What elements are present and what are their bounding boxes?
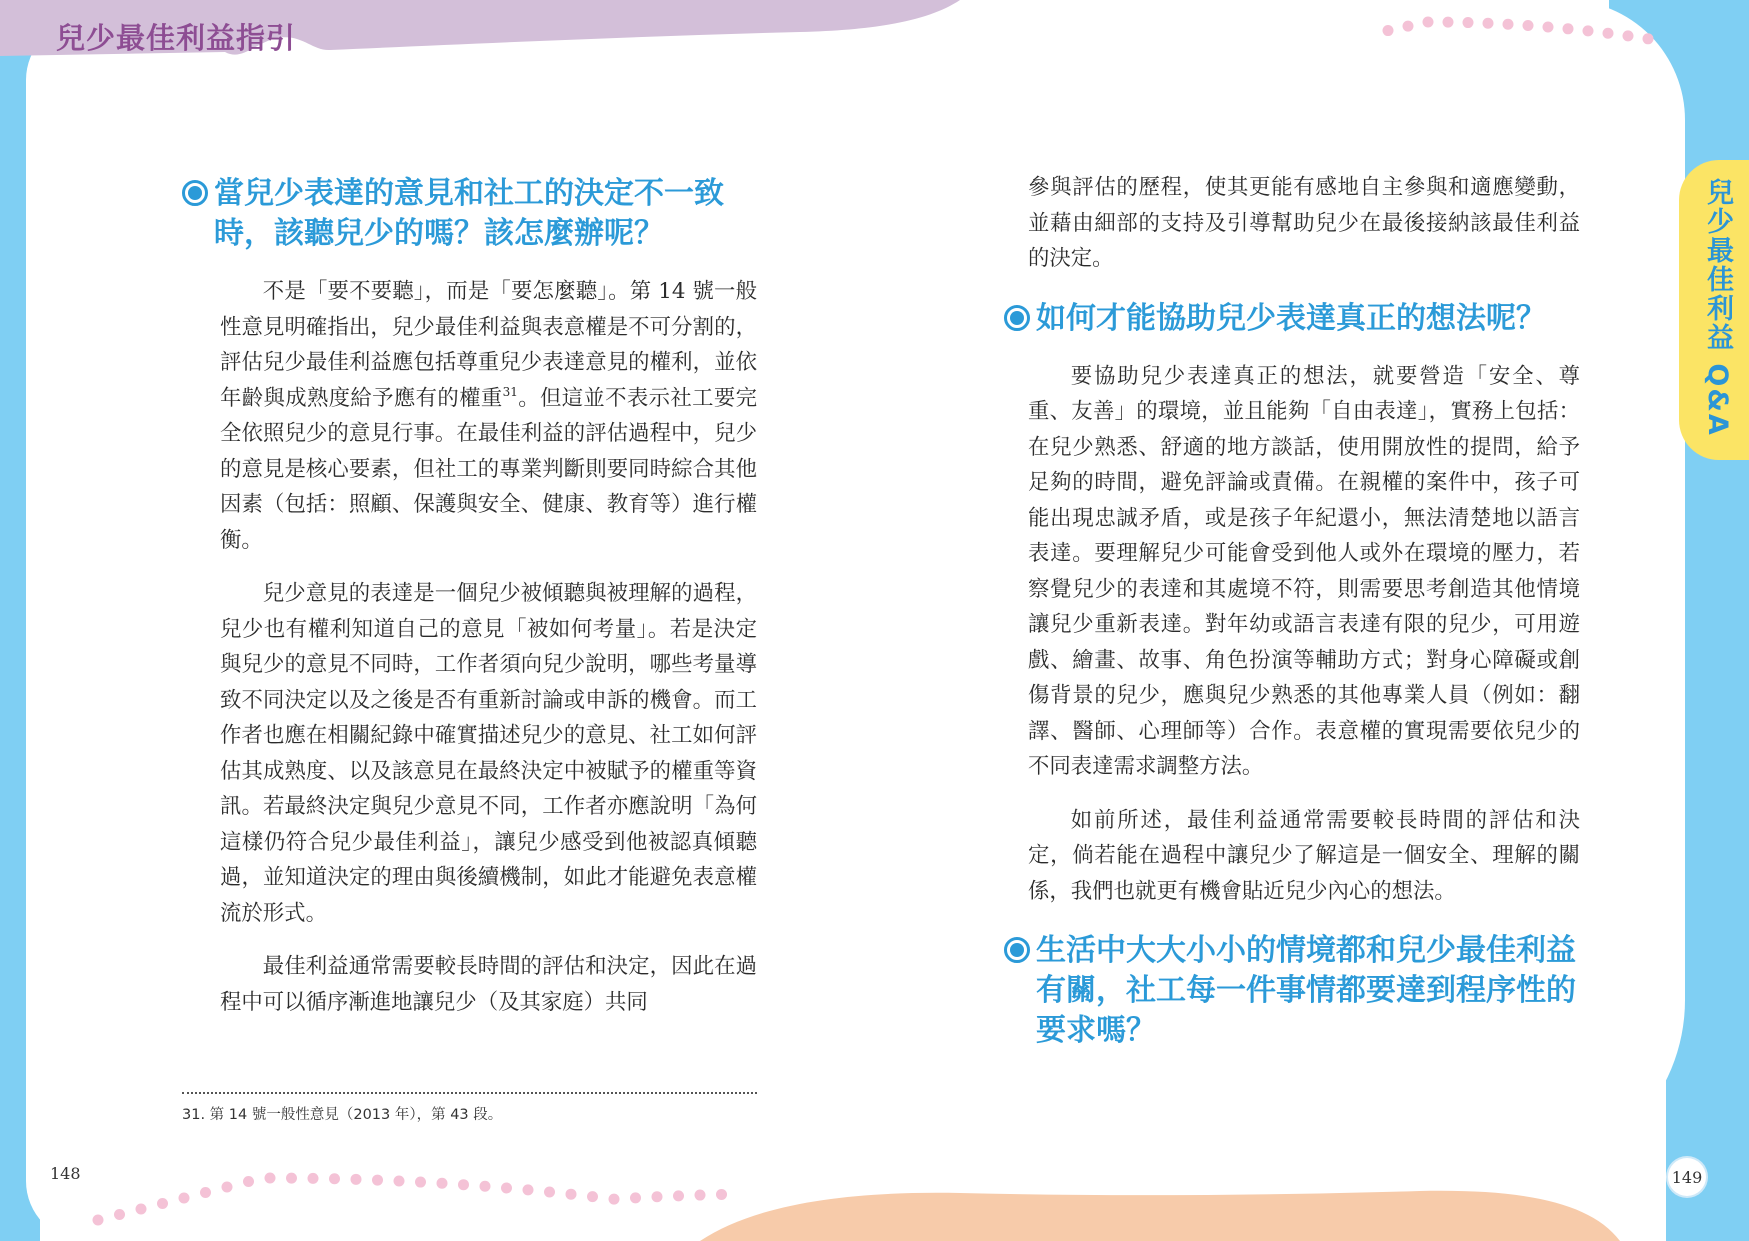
bottom-left-dots bbox=[90, 1172, 750, 1232]
paragraph-continued: 參與評估的歷程，使其更能有感地自主參與和適應變動，並藉由細部的支持及引導幫助兒少在最後接納該最佳利益的決定。 bbox=[1028, 175, 1580, 271]
pink-dot bbox=[523, 1184, 534, 1195]
paragraph: 要協助兒少表達真正的想法，就要營造「安全、尊重、友善」的環境，並且能夠「自由表達」，實務上包括：在兒少熟悉、舒適的地方談話，使用開放性的提問，給予足夠的時間，避免評論或責備。在親權的案件中，孩子可能出現忠誠矛盾，或是孩子年紀還小，無法清楚地以語言表達。要理解兒少可能會受到他人或外在環境的壓力，若察覺兒少的表達和其處境不符，則需要思考創造其他情境讓兒少重新表達。對年幼或語言表達有限的兒少，可用遊戲、繪畫、故事、角色扮演等輔助方式；對身心障礙或創傷背景的兒少，應與兒少熟悉的其他專業人員（例如：翻譯、醫師、心理師等）合作。表意權的實現需要依兒少的不同表達需求調整方法。 bbox=[1028, 363, 1580, 779]
pink-dot bbox=[1623, 30, 1634, 41]
pink-dot bbox=[501, 1183, 512, 1194]
pink-dot bbox=[673, 1190, 684, 1201]
paragraph bbox=[220, 274, 757, 558]
pink-dot bbox=[1563, 23, 1574, 34]
question-heading-text: 當兒少表達的意見和社工的決定不一致時，該聽兒少的嗎？該怎麼辦呢？ bbox=[214, 176, 724, 251]
pink-dot bbox=[93, 1215, 104, 1226]
pink-dot bbox=[695, 1190, 706, 1201]
pink-dot bbox=[157, 1198, 168, 1209]
pink-dot bbox=[1543, 22, 1554, 33]
pink-dot bbox=[222, 1182, 233, 1193]
page-number-right bbox=[1668, 1158, 1706, 1196]
pink-dot bbox=[394, 1175, 405, 1186]
pink-dot bbox=[630, 1192, 641, 1203]
paragraph-text: 。但這並不表示社工要完全依照兒少的意見行事。在最佳利益的評估過程中，兒少的意見是核心要素，但社工的專業判斷則要同時綜合其他因素（包括：照顧、保護與安全、健康、教育等）進行權衡。 bbox=[220, 385, 757, 553]
top-right-dots bbox=[1380, 12, 1680, 62]
pink-dot bbox=[329, 1173, 340, 1184]
left-column bbox=[182, 174, 757, 1038]
paragraph: 最佳利益通常需要較長時間的評估和決定，因此在過程中可以循序漸進地讓兒少（及其家庭）共同 bbox=[220, 954, 757, 1015]
question-heading-3 bbox=[1004, 931, 1580, 1051]
pink-dot bbox=[265, 1173, 276, 1184]
pink-dot bbox=[114, 1209, 125, 1220]
pink-dot bbox=[1523, 20, 1534, 31]
bullet-circle-icon bbox=[182, 180, 208, 206]
pink-dot bbox=[437, 1178, 448, 1189]
pink-dot bbox=[716, 1189, 727, 1200]
paragraph: 如前所述，最佳利益通常需要較長時間的評估和決定，倘若能在過程中讓兒少了解這是一個安全、理解的關係，我們也就更有機會貼近兒少內心的想法。 bbox=[1028, 807, 1580, 904]
pink-dot bbox=[372, 1175, 383, 1186]
footnote-divider bbox=[182, 1092, 757, 1094]
pink-dot bbox=[609, 1194, 620, 1205]
pink-dot bbox=[200, 1187, 211, 1198]
pink-dot bbox=[544, 1186, 555, 1197]
pink-dot bbox=[1643, 33, 1654, 44]
pink-dot bbox=[136, 1204, 147, 1215]
pink-dot bbox=[1443, 17, 1454, 28]
footnote-ref[interactable]: 31 bbox=[502, 384, 518, 399]
pink-dot bbox=[179, 1193, 190, 1204]
pink-dot bbox=[1403, 21, 1414, 32]
pink-dot bbox=[1463, 17, 1474, 28]
page-number-left: 148 bbox=[50, 1164, 81, 1183]
question-heading-1 bbox=[182, 174, 757, 254]
side-tab-label: 兒少最佳利益 Q&A bbox=[1702, 178, 1733, 437]
pink-dot bbox=[1423, 17, 1434, 28]
paragraph: 兒少意見的表達是一個兒少被傾聽與被理解的過程，兒少也有權利知道自己的意見「被如何考量」。若是決定與兒少的意見不同時，工作者須向兒少說明，哪些考量導致不同決定以及之後是否有重新討論或申訴的機會。而工作者也應在相關紀錄中確實描述兒少的意見、社工如何評估其成熟度、以及該意見在最終決定中被賦予的權重等資訊。若最終決定與兒少意見不同，工作者亦應說明「為何這樣仍符合兒少最佳利益」，讓兒少感受到他被認真傾聽過，並知道決定的理由與後續機制，如此才能避免表意權流於形式。 bbox=[220, 581, 757, 926]
pink-dot bbox=[1603, 28, 1614, 39]
pink-dot bbox=[652, 1191, 663, 1202]
question-heading-2 bbox=[1004, 299, 1580, 339]
right-column bbox=[1004, 170, 1580, 1071]
pink-dot bbox=[480, 1181, 491, 1192]
bullet-circle-icon bbox=[1004, 305, 1030, 331]
pink-dot bbox=[415, 1177, 426, 1188]
footnote: 31. 第 14 號一般性意見（2013 年），第 43 段。 bbox=[182, 1107, 503, 1123]
question-heading-text: 生活中大大小小的情境都和兒少最佳利益有關，社工每一件事情都要達到程序性的要求嗎？ bbox=[1036, 933, 1576, 1048]
pink-dot bbox=[1483, 18, 1494, 29]
pink-dot bbox=[286, 1173, 297, 1184]
pink-dot bbox=[308, 1173, 319, 1184]
pink-dot bbox=[351, 1174, 362, 1185]
pink-dot bbox=[1503, 19, 1514, 30]
question-heading-text: 如何才能協助兒少表達真正的想法呢？ bbox=[1036, 300, 1546, 336]
page-number-right-text: 149 bbox=[1671, 1167, 1703, 1187]
pink-dot bbox=[566, 1189, 577, 1200]
pink-dot bbox=[1583, 25, 1594, 36]
pink-dot bbox=[587, 1191, 598, 1202]
pink-dot bbox=[1383, 25, 1394, 36]
running-title: 兒少最佳利益指引 bbox=[56, 21, 297, 55]
bullet-circle-icon bbox=[1004, 937, 1030, 963]
pink-dot bbox=[458, 1179, 469, 1190]
pink-dot bbox=[243, 1176, 254, 1187]
paragraph-text: 不是「要不要聽」，而是「要怎麼聽」。第 14 號一般性意見明確指出，兒少最佳利益與表意權是不可分割的，評估兒少最佳利益應包括尊重兒少表達意見的權利，並依年齡與成熟度給予應有的權重 bbox=[220, 279, 757, 411]
